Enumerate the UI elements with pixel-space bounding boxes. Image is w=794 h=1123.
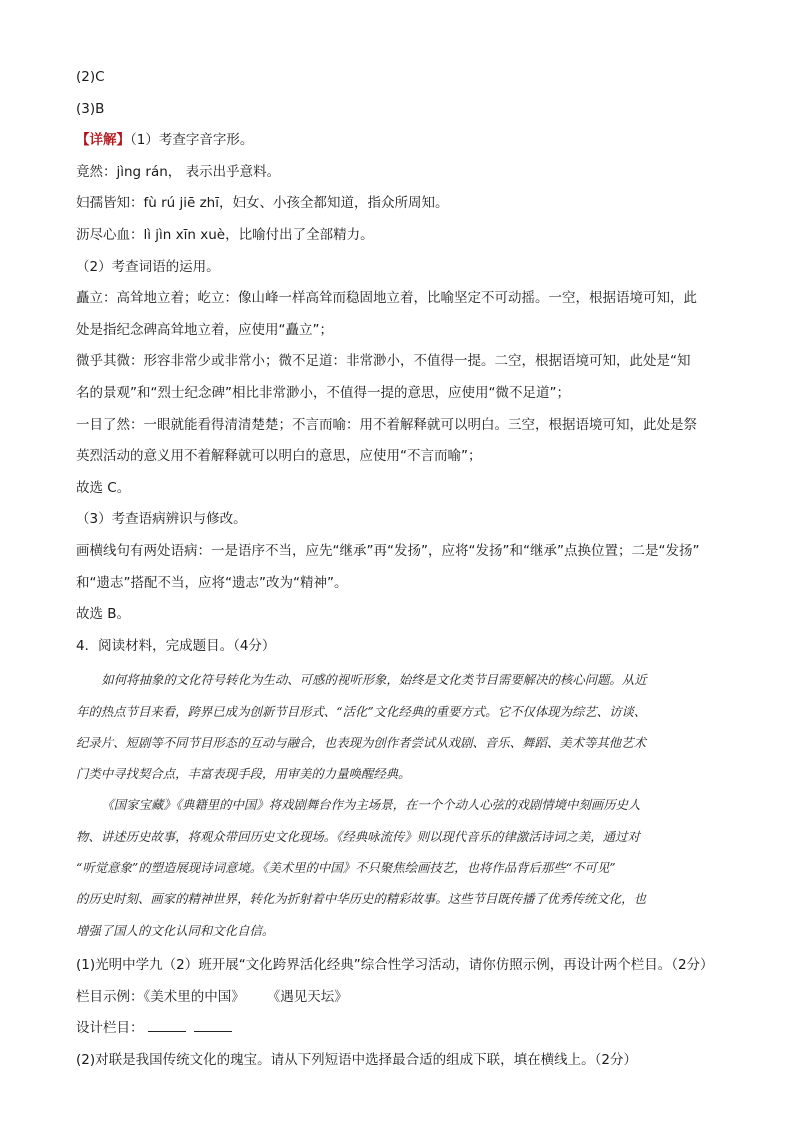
example-line bbox=[76, 982, 722, 1014]
design-line bbox=[76, 1013, 722, 1045]
explanation-line: 微乎其微：形容非常少或非常小；微不足道：非常渺小，不值得一提。二空，根据语境可知，此处是“知 bbox=[76, 353, 691, 370]
question-4-heading: 4．阅读材料，完成题目。（4分） bbox=[76, 637, 276, 654]
reading-passage bbox=[76, 664, 722, 946]
explanation-line: 英烈活动的意义用不着解释就可以明白的意思，应使用“不言而喻”； bbox=[76, 448, 482, 465]
answer-3: (3)B bbox=[76, 100, 105, 117]
passage-line: “听觉意象”的塑造展现诗词意境。《美术里的中国》不只聚焦绘画技艺，也将作品背后那些“不可见” bbox=[76, 860, 616, 876]
passage-paragraph-1 bbox=[76, 664, 722, 789]
passage-line: 《国家宝藏》《典籍里的中国》将戏剧舞台作为主场景，在一个个动人心弦的戏剧情境中刻画历史人 bbox=[101, 797, 641, 813]
explanation-line: 妇孺皆知：fù rú jiē zhī，妇女、小孩全都知道，指众所周知。 bbox=[76, 195, 449, 212]
detail-heading bbox=[76, 125, 722, 157]
explanation-line: 画横线句有两处语病：一是语序不当，应先“继承”再“发扬”，应将“发扬”和“继承”点换位置；二是“发扬” bbox=[76, 542, 700, 559]
example-item-2: 《遇见天坛》 bbox=[266, 988, 348, 1005]
example-item-1: 《美术里的中国》 bbox=[143, 988, 245, 1005]
passage-line: 的历史时刻、画家的精神世界，转化为折射着中华历史的精彩故事。这些节目既传播了优秀传统文化，也 bbox=[76, 891, 646, 907]
explanation-line: （2）考查词语的运用。 bbox=[76, 258, 220, 275]
sub-question-1: (1)光明中学九（2）班开展“文化跨界活化经典”综合性学习活动，请你仿照示例，再设计两个栏目。（2分） bbox=[76, 956, 714, 973]
detail-text: （1）考查字音字形。 bbox=[130, 132, 254, 149]
answer-blank-1[interactable] bbox=[148, 1017, 186, 1032]
passage-line: 物、讲述历史故事，将观众带回历史文化现场。《经典咏流传》则以现代音乐的律激活诗词之美，通过对 bbox=[76, 828, 640, 844]
explanation-line: 故选 B。 bbox=[76, 606, 131, 623]
explanation-line: 一目了然：一眼就能看得清清楚楚；不言而喻：用不着解释就可以明白。三空，根据语境可知，此处是祭 bbox=[76, 416, 697, 433]
document-page bbox=[76, 62, 722, 1076]
design-label: 设计栏目： bbox=[76, 1020, 144, 1037]
answer-blank-2[interactable] bbox=[194, 1017, 232, 1032]
explanation-line: 和“遗志”搭配不当，应将“遗志”改为“精神”。 bbox=[76, 574, 348, 591]
explanation-line: 名的景观”和“烈士纪念碑”相比非常渺小，不值得一提的意思，应使用“微不足道”； bbox=[76, 384, 570, 401]
passage-paragraph-2 bbox=[76, 789, 722, 945]
example-label: 栏目示例： bbox=[76, 988, 144, 1005]
explanation-line: 沥尽心血：lì jìn xīn xuè，比喻付出了全部精力。 bbox=[76, 226, 374, 243]
explanation-line: 处是指纪念碑高耸地立着，应使用“矗立”； bbox=[76, 321, 333, 338]
passage-line: 增强了国人的文化认同和文化自信。 bbox=[76, 922, 275, 938]
explanation-line: 竟然：jìng rán， 表示出乎意料。 bbox=[76, 163, 281, 180]
explanation-line: 故选 C。 bbox=[76, 479, 131, 496]
sub-question-2: (2)对联是我国传统文化的瑰宝。请从下列短语中选择最合适的组成下联，填在横线上。（2分） bbox=[76, 1051, 637, 1068]
explanation-line: 矗立：高耸地立着；屹立：像山峰一样高耸而稳固地立着，比喻坚定不可动摇。一空，根据语境可知，此 bbox=[76, 290, 697, 307]
passage-line: 如何将抽象的文化符号转化为生动、可感的视听形象，始终是文化类节目需要解决的核心问题。从近 bbox=[101, 672, 647, 688]
answer-2: (2)C bbox=[76, 69, 105, 85]
passage-line: 门类中寻找契合点，丰富表现手段，用审美的力量唤醒经典。 bbox=[76, 766, 411, 782]
passage-line: 纪录片、短剧等不同节目形态的互动与融合，也表现为创作者尝试从戏剧、音乐、舞蹈、美术等其他艺术 bbox=[76, 734, 646, 750]
explanation-line: （3）考查语病辨识与修改。 bbox=[76, 511, 247, 528]
detail-label: 【详解】 bbox=[76, 132, 130, 149]
passage-line: 年的热点节目来看，跨界已成为创新节目形式、“活化”文化经典的重要方式。它不仅体现为综艺、访谈、 bbox=[76, 703, 647, 719]
